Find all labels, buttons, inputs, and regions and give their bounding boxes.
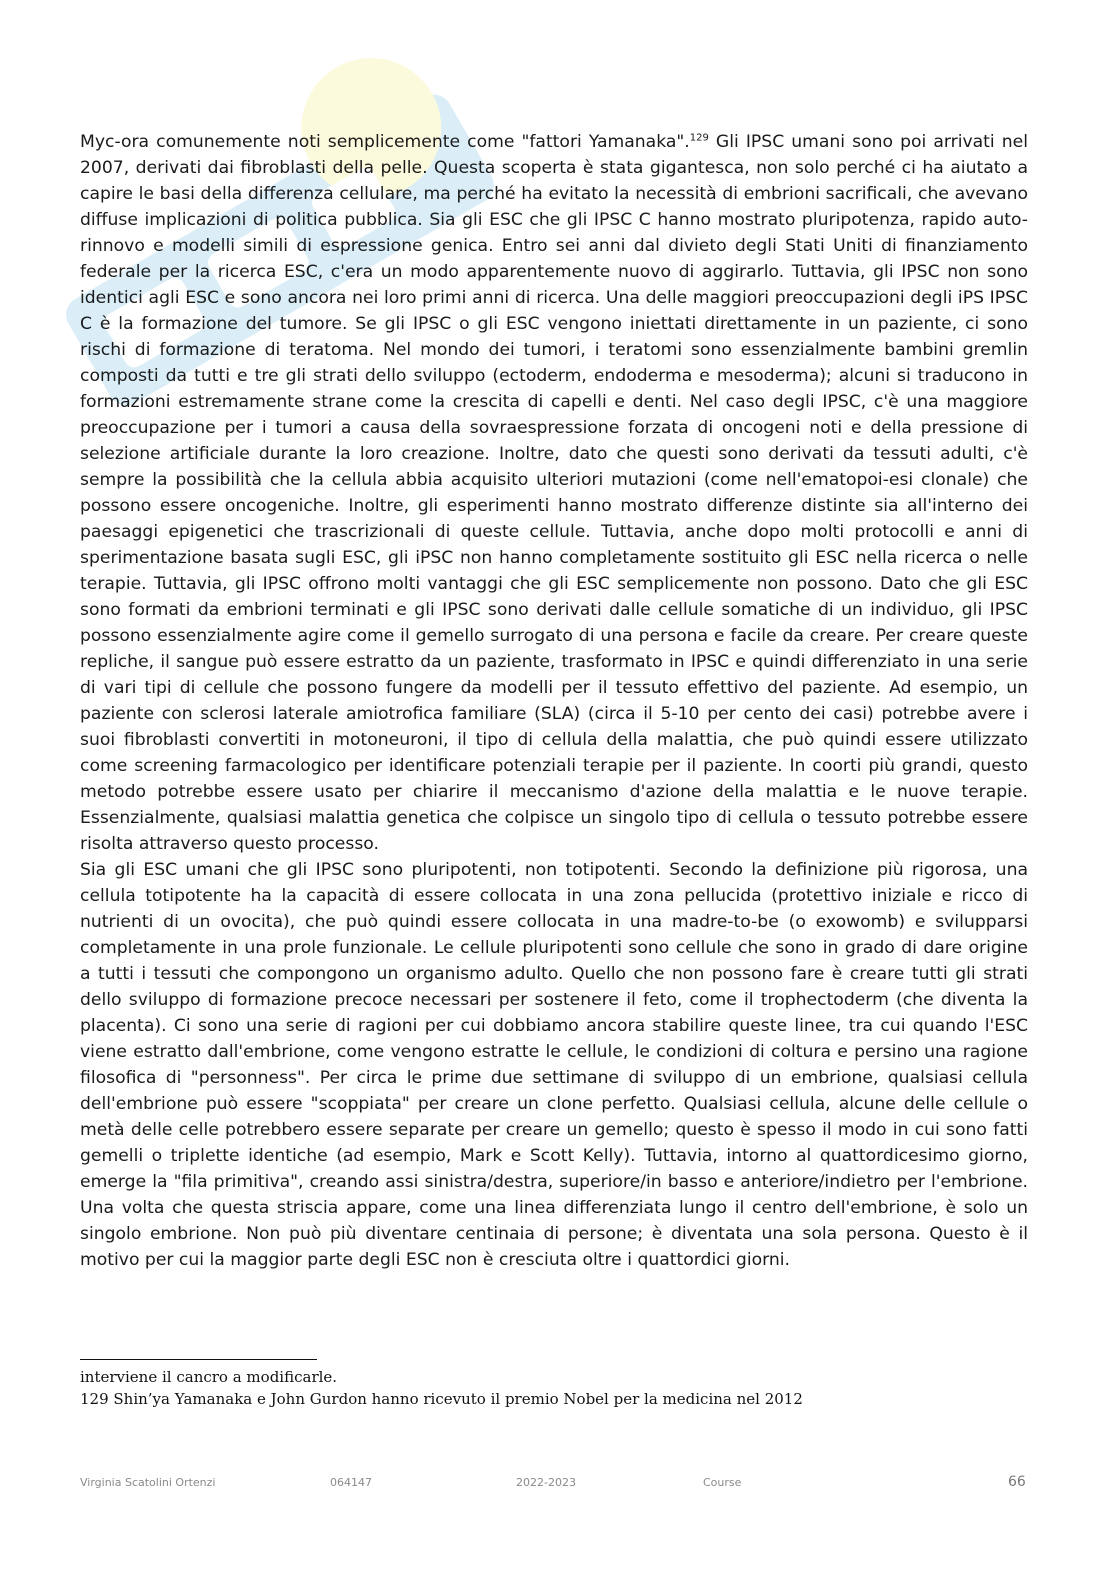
footer-course: Course: [703, 1476, 742, 1489]
footnotes: [80, 1366, 1028, 1410]
footnote-continuation: interviene il cancro a modificarle.: [80, 1368, 338, 1386]
footnote-separator: [80, 1359, 317, 1360]
page-number: 66: [1008, 1474, 1026, 1490]
main-text: [80, 129, 1028, 1273]
footnote-129: 129 Shin’ya Yamanaka e John Gurdon hanno ricevuto il premio Nobel per la medicina nel 2012: [80, 1390, 803, 1408]
footnote-reference: 129: [689, 132, 709, 144]
footer-student-id: 064147: [330, 1476, 372, 1489]
page-footer: [0, 1474, 1116, 1494]
footer-academic-year: 2022-2023: [516, 1476, 576, 1489]
paragraph: [80, 129, 1028, 857]
paragraph: [80, 857, 1028, 1273]
text-segment: Sia gli ESC umani che gli IPSC sono pluripotenti, non totipotenti. Secondo la definizione più rigorosa, una cellula totipotente ha la capacità di essere collocata in una zona pellucida (protettivo iniziale e ricco di nutrienti di un ovocita), che può quindi essere collocata in una madre-to-be (o exowomb) e svilupparsi completamente in una prole funzionale. Le cellule pluripotenti sono cellule che sono in grado di dare origine a tutti i tessuti che compongono un organismo adulto. Quello che non possono fare è creare tutti gli strati dello sviluppo di formazione precoce necessari per sostenere il feto, come il trophectoderm (che diventa la placenta). Ci sono una serie di ragioni per cui dobbiamo ancora stabilire queste linee, tra cui quando l'ESC viene estratto dall'embrione, come vengono estratte le cellule, le condizioni di coltura e persino una ragione filosofica di "personness". Per circa le prime due settimane di sviluppo di un embrione, qualsiasi cellula dell'embrione può essere "scoppiata" per creare un clone perfetto. Qualsiasi cellula, alcune delle cellule o metà delle celle potrebbero essere separate per creare un gemello; questo è spesso il modo in cui sono fatti gemelli o triplette identiche (ad esempio, Mark e Scott Kelly). Tuttavia, intorno al quattordicesimo giorno, emerge la "fila primitiva", creando assi sinistra/destra, superiore/in basso e anteriore/indietro per l'embrione. Una volta che questa striscia appare, come una linea differenziata lungo il centro dell'embrione, è solo un singolo embrione. Non può più diventare centinaia di persone; è diventata una sola persona. Questo è il motivo per cui la maggior parte degli ESC non è cresciuta oltre i quattordici giorni.: [80, 860, 1028, 1270]
text-segment: Gli IPSC umani sono poi arrivati nel 2007, derivati dai fibroblasti della pelle. Questa scoperta è stata gigantesca, non solo perché ci ha aiutato a capire le basi della differenza cellulare, ma perché ha evitato la necessità di embrioni sacrificali, che avevano diffuse implicazioni di politica pubblica. Sia gli ESC che gli IPSC C hanno mostrato pluripotenza, rapido auto-rinnovo e modelli simili di espressione genica. Entro sei anni dal divieto degli Stati Uniti di finanziamento federale per la ricerca ESC, c'era un modo apparentemente nuovo di aggirarlo. Tuttavia, gli IPSC non sono identici agli ESC e sono ancora nei loro primi anni di ricerca. Una delle maggiori preoccupazioni degli iPS IPSC C è la formazione del tumore. Se gli IPSC o gli ESC vengono iniettati direttamente in un paziente, ci sono rischi di formazione di teratoma. Nel mondo dei tumori, i teratomi sono essenzialmente bambini gremlin composti da tutti e tre gli strati dello sviluppo (ectoderm, endoderma e mesoderma); alcuni si traducono in formazioni estremamente strane come la crescita di capelli e denti. Nel caso degli IPSC, c'è una maggiore preoccupazione per i tumori a causa della sovraespressione forzata di oncogeni noti e della pressione di selezione artificiale durante la loro creazione. Inoltre, dato che questi sono derivati da tessuti adulti, c'è sempre la possibilità che la cellula abbia acquisito ulteriori mutazioni (come nell'ematopoi-esi clonale) che possono essere oncogeniche. Inoltre, gli esperimenti hanno mostrato differenze distinte sia all'interno dei paesaggi epigenetici che trascrizionali di queste cellule. Tuttavia, anche dopo molti protocolli e anni di sperimentazione basata sugli ESC, gli iPSC non hanno completamente sostituito gli ESC nella ricerca o nelle terapie. Tuttavia, gli IPSC offrono molti vantaggi che gli ESC semplicemente non possono. Dato che gli ESC sono formati da embrioni terminati e gli IPSC sono derivati dalle cellule somatiche di un individuo, gli IPSC possono essenzialmente agire come il gemello surrogato di una persona e facile da creare. Per creare queste repliche, il sangue può essere estratto da un paziente, trasformato in IPSC e quindi differenziato in una serie di vari tipi di cellule che possono fungere da modelli per il tessuto effettivo del paziente. Ad esempio, un paziente con sclerosi laterale amiotrofica familiare (SLA) (circa il 5-10 per cento dei casi) potrebbe avere i suoi fibroblasti convertiti in motoneuroni, il tipo di cellula della malattia, che può quindi essere utilizzato come screening farmacologico per identificare potenziali terapie per il paziente. In coorti più grandi, questo metodo potrebbe essere usato per chiarire il meccanismo d'azione della malattia e le nuove terapie. Essenzialmente, qualsiasi malattia genetica che colpisce un singolo tipo di cellula o tessuto potrebbe essere risolta attraverso questo processo.: [80, 132, 1028, 854]
footer-author: Virginia Scatolini Ortenzi: [80, 1476, 216, 1489]
text-segment: Myc-ora comunemente noti semplicemente come "fattori Yamanaka".: [80, 132, 690, 152]
